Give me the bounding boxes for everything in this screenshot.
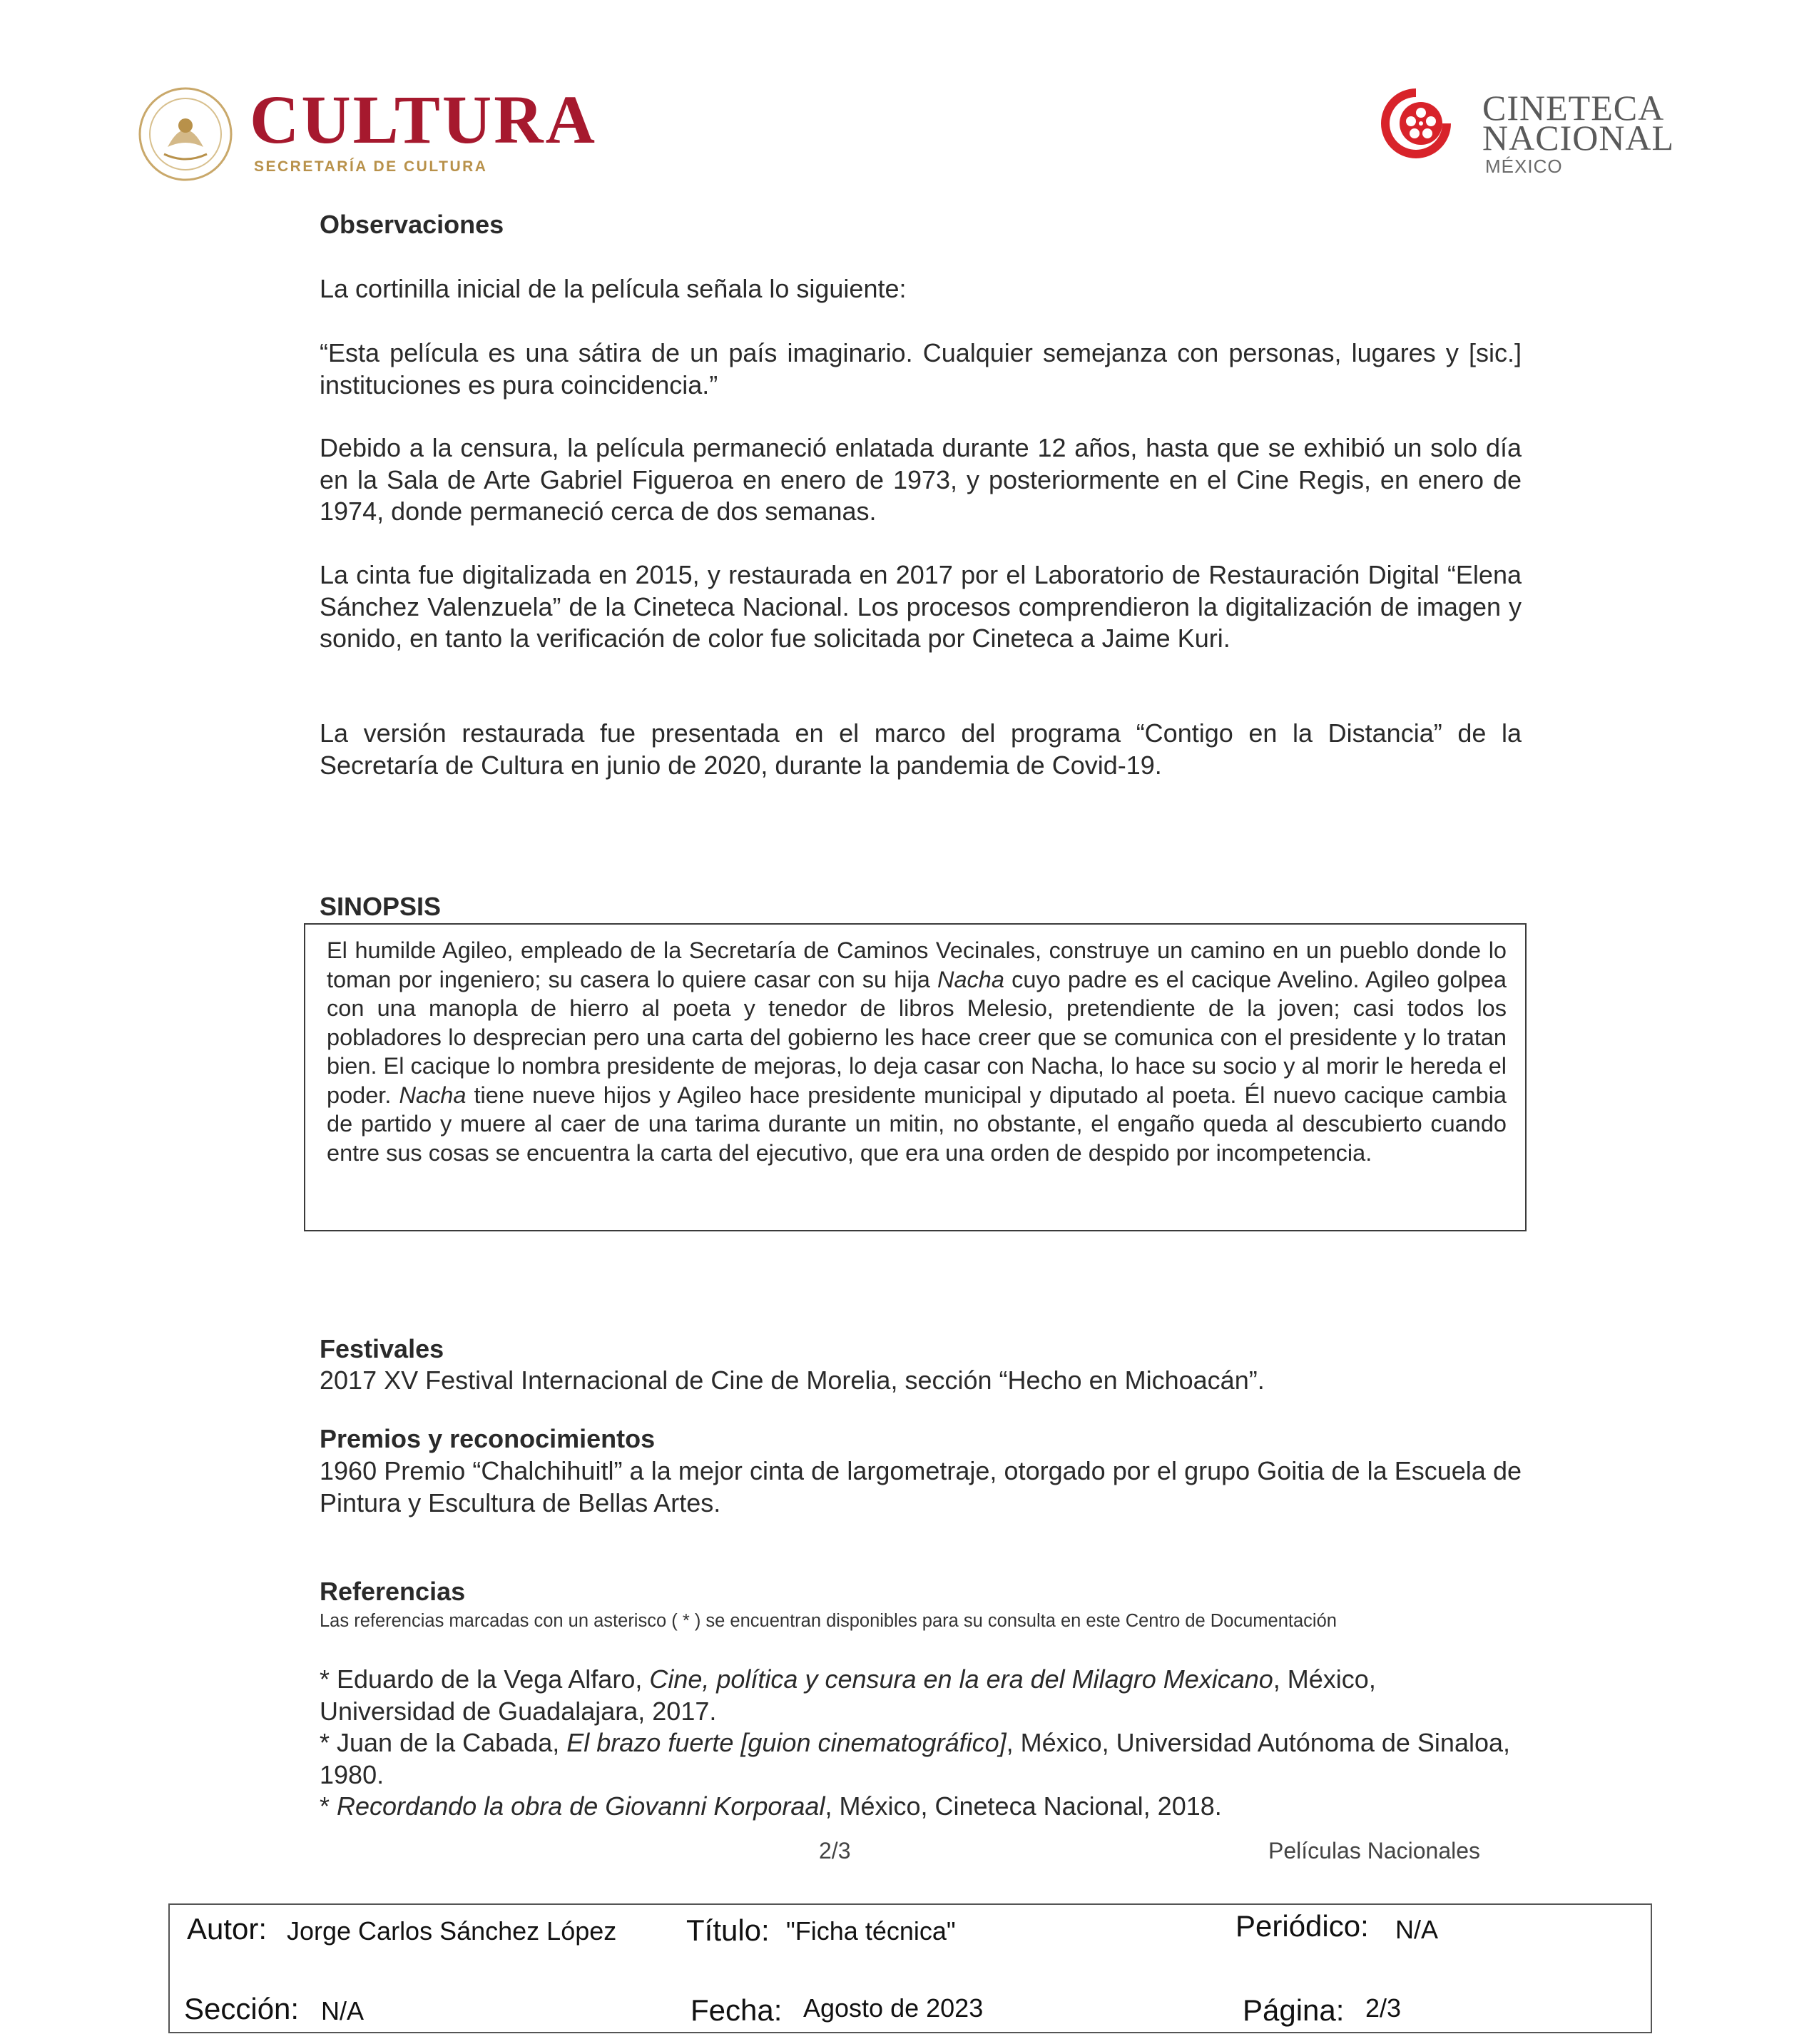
cineteca-line-2: NACIONAL	[1482, 118, 1675, 158]
reference-2-publisher: , México, Universidad Autónoma de Sinaloa, 1980.	[320, 1728, 1511, 1789]
metadata-table	[168, 1903, 1652, 2033]
observaciones-censura: Debido a la censura, la película permaneció enlatada durante 12 años, hasta que se exhibió un solo día en la Sala de Arte Gabriel Figueroa en enero de 1973, y posteriormente en el Cine Regis, en enero de 1974, donde permaneció cerca de dos semanas.	[320, 433, 1522, 526]
referencias-heading: Referencias	[320, 1577, 466, 1606]
reference-item-1	[320, 1664, 1518, 1727]
titulo-label: Título:	[686, 1913, 770, 1947]
cultura-logo	[136, 81, 606, 191]
sinopsis-text	[327, 936, 1507, 1167]
national-seal-icon	[136, 84, 235, 184]
sinopsis-italic-nacha-1: Nacha	[937, 966, 1004, 992]
premios-heading: Premios y reconocimientos	[320, 1424, 656, 1453]
sinopsis-text-1: El humilde Agileo, empleado de la Secretaría de Caminos Vecinales, construye un camino en un pueblo donde lo toman por ingeniero; su casera lo quiere casar con su hija	[327, 937, 1507, 992]
festivales-heading: Festivales	[320, 1334, 444, 1363]
reference-3-publisher: , México, Cineteca Nacional, 2018.	[825, 1791, 1222, 1821]
reference-2-title: El brazo fuerte [guion cinematográfico]	[566, 1728, 1007, 1757]
reference-1-author: * Eduardo de la Vega Alfaro,	[320, 1664, 650, 1694]
referencias-note: Las referencias marcadas con un asterisco ( * ) se encuentran disponibles para su consulta en este Centro de Documentación	[320, 1611, 1337, 1631]
titulo-value: "Ficha técnica"	[786, 1916, 956, 1946]
observaciones-intro: La cortinilla inicial de la película señala lo siguiente:	[320, 274, 907, 303]
reference-3-marker: *	[320, 1791, 337, 1821]
pagina-label: Página:	[1243, 1993, 1345, 2027]
reference-3-title: Recordando la obra de Giovanni Korporaal	[337, 1791, 825, 1821]
reference-item-2	[320, 1727, 1518, 1791]
premios-text: 1960 Premio “Chalchihuitl” a la mejor cinta de largometraje, otorgado por el grupo Goitia de la Escuela de Pintura y Escultura de Bellas Artes.	[320, 1456, 1522, 1517]
seccion-label: Sección:	[184, 1992, 300, 2025]
cultura-subtitle: SECRETARÍA DE CULTURA	[254, 158, 488, 175]
periodico-value: N/A	[1395, 1915, 1439, 1944]
observaciones-presentacion: La versión restaurada fue presentada en el marco del programa “Contigo en la Distancia” de la Secretaría de Cultura en junio de 2020, durante la pandemia de Covid-19.	[320, 718, 1522, 780]
sinopsis-italic-nacha-2: Nacha	[399, 1082, 467, 1108]
autor-value: Jorge Carlos Sánchez López	[287, 1916, 617, 1946]
sinopsis-text-2: cuyo padre es el cacique Avelino. Agileo golpea con una manopla de hierro al poeta y tenedor de libros Melesio, pretendiente de la joven; casi todos los pobladores lo desprecian pero una carta del gobierno les hace creer que se comunica con el presidente y lo tratan bien. El cacique lo nombra presidente de mejoras, lo deja casar con Nacha, lo hace su socio y al morir le hereda el poder.	[327, 966, 1507, 1108]
festivales-text: 2017 XV Festival Internacional de Cine de Morelia, sección “Hecho en Michoacán”.	[320, 1366, 1265, 1395]
fecha-value: Agosto de 2023	[803, 1993, 984, 2023]
reference-2-author: * Juan de la Cabada,	[320, 1728, 567, 1757]
pagina-value: 2/3	[1365, 1993, 1402, 2023]
sinopsis-text-3: tiene nueve hijos y Agileo hace presidente municipal y diputado al poeta. Él nuevo cacique cambia de partido y muere al caer de una tarima durante un mitin, no obstante, el engaño queda al descubierto cuando entre sus cosas se encuentra la carta del ejecutivo, que era una orden de despido por incompetencia.	[327, 1082, 1507, 1166]
reference-1-title: Cine, política y censura en la era del Milagro Mexicano	[649, 1664, 1273, 1694]
observaciones-restauracion: La cinta fue digitalizada en 2015, y restaurada en 2017 por el Laboratorio de Restauración Digital “Elena Sánchez Valenzuela” de la Cineteca Nacional. Los procesos comprendieron la digitalización de imagen y sonido, en tanto la verificación de color fue solicitada por Cineteca a Jaime Kuri.	[320, 560, 1522, 653]
autor-label: Autor:	[187, 1912, 268, 1946]
cultura-title: CULTURA	[250, 81, 597, 158]
cineteca-line-1: CINETECA	[1482, 88, 1665, 128]
periodico-label: Periódico:	[1235, 1909, 1369, 1943]
fecha-label: Fecha:	[691, 1993, 783, 2027]
cineteca-line-3: MÉXICO	[1485, 156, 1563, 177]
reference-item-3	[320, 1791, 1518, 1823]
observaciones-quote: “Esta película es una sátira de un país imaginario. Cualquier semejanza con personas, lugares y [sic.] instituciones es pura coincidencia.”	[320, 338, 1522, 400]
seccion-value: N/A	[321, 1996, 365, 2025]
sinopsis-box	[304, 923, 1527, 1231]
page-number: 2/3	[819, 1838, 851, 1864]
film-reel-icon	[1377, 84, 1455, 163]
cineteca-logo	[1377, 84, 1691, 177]
reference-1-publisher: , México, Universidad de Guadalajara, 2017.	[320, 1664, 1376, 1726]
observaciones-heading: Observaciones	[320, 210, 504, 239]
footer-section-label: Películas Nacionales	[1268, 1838, 1481, 1864]
sinopsis-heading: SINOPSIS	[320, 892, 442, 921]
